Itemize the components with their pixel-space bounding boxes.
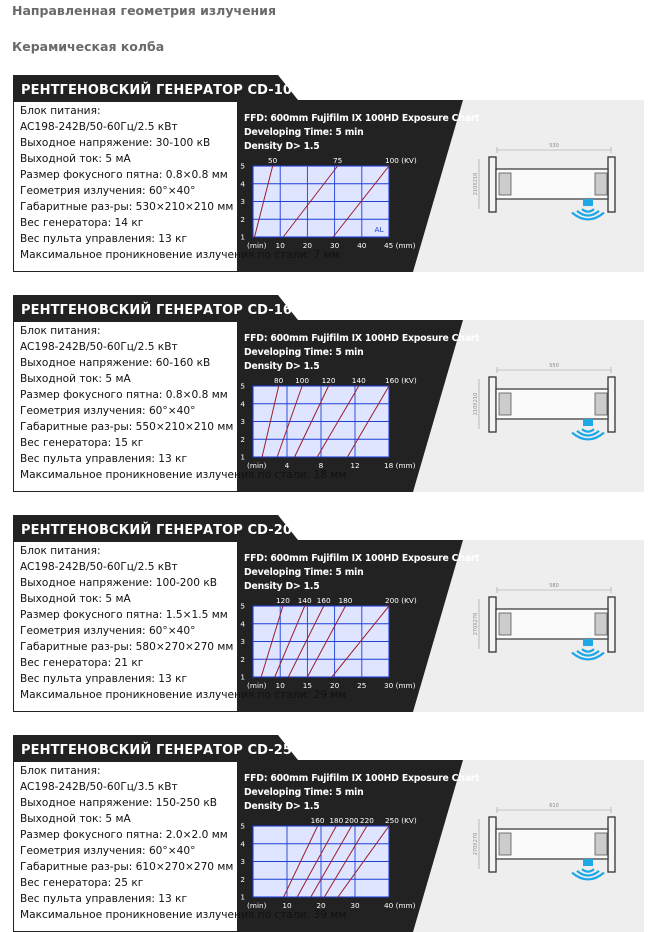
spec-line: Размер фокусного пятна: 0.8×0.8 мм xyxy=(20,169,228,181)
spec-line: Габаритные раз-ры: 610×270×270 мм xyxy=(20,861,234,873)
exposure-chart xyxy=(231,815,433,913)
spec-line: Размер фокусного пятна: 1.5×1.5 мм xyxy=(20,609,228,621)
diagram-width-label: 550 xyxy=(549,363,559,369)
chart-x-tick-label: (min) xyxy=(247,461,267,470)
spec-line: Габаритные раз-ры: 550×210×210 мм xyxy=(20,421,234,433)
card-title: РЕНТГЕНОВСКИЙ ГЕНЕРАТОР CD-250 xyxy=(21,743,302,758)
chart-y-tick-label: 2 xyxy=(240,214,245,224)
spec-line: Выходное напряжение: 100-200 кВ xyxy=(20,577,218,589)
generator-dimension-diagram xyxy=(469,797,629,897)
radiation-window xyxy=(583,639,593,646)
radiation-window xyxy=(583,859,593,866)
diagram-width-label: 580 xyxy=(549,583,559,589)
chart-x-tick-label: 10 xyxy=(282,901,292,910)
chart-x-tick-label: 30 (mm) xyxy=(384,681,416,690)
chart-x-tick-label: 20 xyxy=(316,901,326,910)
chart-x-tick-label: 25 xyxy=(357,681,367,690)
spec-line: Блок питания: xyxy=(20,325,101,337)
chart-header-line-3: Density D> 1.5 xyxy=(244,581,320,592)
chart-x-tick-label: 40 (mm) xyxy=(384,901,416,910)
chart-header-line-3: Density D> 1.5 xyxy=(244,801,320,812)
chart-kv-label: 80 xyxy=(274,376,284,385)
chart-x-tick-label: 40 xyxy=(357,241,367,250)
chart-y-tick-label: 2 xyxy=(240,874,245,884)
spec-line: Блок питания: xyxy=(20,765,101,777)
spec-line: Выходной ток: 5 мА xyxy=(20,153,131,165)
chart-y-tick-label: 4 xyxy=(240,839,245,849)
chart-kv-label: 200 (KV) xyxy=(385,596,417,605)
chart-y-tick-label: 3 xyxy=(240,857,245,866)
diagram-height-label: 210X210 xyxy=(473,172,479,196)
spec-line: Выходное напряжение: 30-100 кВ xyxy=(20,137,211,149)
generator-dimension-diagram xyxy=(469,357,629,457)
generator-body xyxy=(496,609,608,639)
chart-y-tick-label: 3 xyxy=(240,197,245,206)
card-title: РЕНТГЕНОВСКИЙ ГЕНЕРАТОР CD-200 xyxy=(21,523,302,538)
chart-kv-label: 180 xyxy=(329,816,344,825)
radiation-window xyxy=(583,419,593,426)
spec-line: Геометрия излучения: 60°×40° xyxy=(20,185,196,197)
spec-line: Габаритные раз-ры: 580×270×270 мм xyxy=(20,641,234,653)
chart-header-line-2: Developing Time: 5 min xyxy=(244,127,364,138)
chart-kv-label: 50 xyxy=(267,156,278,165)
generator-dimension-diagram xyxy=(469,577,629,677)
diagram-height-label: 210X210 xyxy=(473,392,479,416)
chart-y-tick-label: 3 xyxy=(240,637,245,646)
chart-y-tick-label: 5 xyxy=(240,161,245,171)
spec-line: Геометрия излучения: 60°×40° xyxy=(20,625,196,637)
chart-y-tick-label: 2 xyxy=(240,654,245,664)
chart-header-line-1: FFD: 600mm Fujifilm IX 100HD Exposure Chart xyxy=(244,773,480,784)
spec-line: Вес генератора: 25 кг xyxy=(20,877,144,889)
chart-x-tick-label: 20 xyxy=(329,681,340,690)
chart-y-tick-label: 1 xyxy=(240,452,245,462)
chart-x-tick-label: 30 xyxy=(329,241,340,250)
chart-kv-label: 250 (KV) xyxy=(385,816,417,825)
chart-kv-label: 140 xyxy=(351,376,366,385)
spec-line: Максимальное проникновение излучения по стали: 39 мм xyxy=(20,909,347,921)
chart-header-line-2: Developing Time: 5 min xyxy=(244,787,364,798)
chart-y-tick-label: 1 xyxy=(240,892,245,902)
chart-x-tick-label: 15 xyxy=(302,681,313,690)
chart-y-tick-label: 5 xyxy=(240,601,245,611)
generator-body xyxy=(496,829,608,859)
spec-line: Выходное напряжение: 60-160 кВ xyxy=(20,357,211,369)
chart-y-tick-label: 3 xyxy=(240,417,245,426)
generator-card-2 xyxy=(13,295,644,492)
chart-y-tick-label: 2 xyxy=(240,434,245,444)
chart-material-label: AL xyxy=(374,225,384,234)
chart-header-line-2: Developing Time: 5 min xyxy=(244,347,364,358)
chart-kv-label: 140 xyxy=(297,596,312,605)
radiation-wave-icon xyxy=(582,429,594,432)
chart-x-tick-label: (min) xyxy=(247,681,267,690)
spec-line: Максимальное проникновение излучения по стали: 7 мм xyxy=(20,249,340,261)
chart-y-tick-label: 4 xyxy=(240,399,245,409)
chart-y-tick-label: 4 xyxy=(240,179,245,189)
spec-line: Вес генератора: 14 кг xyxy=(20,217,144,229)
chart-kv-label: 160 (KV) xyxy=(385,376,417,385)
chart-kv-label: 160 xyxy=(316,596,331,605)
spec-line: AC198-242В/50-60Гц/2.5 кВт xyxy=(20,341,178,353)
chart-kv-label: 220 xyxy=(359,816,374,825)
radiation-wave-icon xyxy=(582,209,594,212)
spec-line: Вес пульта управления: 13 кг xyxy=(20,893,188,905)
chart-header-line-1: FFD: 600mm Fujifilm IX 100HD Exposure Chart xyxy=(244,553,480,564)
chart-x-tick-label: 12 xyxy=(350,461,360,470)
exposure-chart xyxy=(231,595,433,693)
chart-y-tick-label: 1 xyxy=(240,232,245,242)
spec-line: Максимальное проникновение излучения по стали: 29 мм xyxy=(20,689,347,701)
diagram-width-label: 530 xyxy=(549,143,559,149)
spec-line: Вес пульта управления: 13 кг xyxy=(20,673,188,685)
section-heading-radiation-geometry: Направленная геометрия излучения xyxy=(12,3,276,18)
spec-line: Габаритные раз-ры: 530×210×210 мм xyxy=(20,201,234,213)
chart-kv-label: 200 xyxy=(344,816,359,825)
chart-kv-label: 120 xyxy=(275,596,290,605)
spec-line: AC198-242В/50-60Гц/2.5 кВт xyxy=(20,121,178,133)
chart-y-tick-label: 5 xyxy=(240,821,245,831)
generator-body xyxy=(496,169,608,199)
spec-line: AC198-242В/50-60Гц/2.5 кВт xyxy=(20,561,178,573)
diagram-height-label: 270X270 xyxy=(473,832,479,856)
chart-x-tick-label: 8 xyxy=(318,461,324,470)
chart-kv-label: 160 xyxy=(310,816,325,825)
generator-card-3 xyxy=(13,515,644,712)
chart-kv-label: 180 xyxy=(338,596,353,605)
spec-line: Выходной ток: 5 мА xyxy=(20,813,131,825)
chart-x-tick-label: (min) xyxy=(247,241,267,250)
chart-y-tick-label: 4 xyxy=(240,619,245,629)
spec-line: Размер фокусного пятна: 0.8×0.8 мм xyxy=(20,389,228,401)
spec-line: Блок питания: xyxy=(20,545,101,557)
spec-line: Блок питания: xyxy=(20,105,101,117)
chart-y-tick-label: 1 xyxy=(240,672,245,682)
chart-header-line-1: FFD: 600mm Fujifilm IX 100HD Exposure Chart xyxy=(244,333,480,344)
spec-line: Выходной ток: 5 мА xyxy=(20,593,131,605)
spec-line: Выходное напряжение: 150-250 кВ xyxy=(20,797,218,809)
chart-kv-label: 100 (KV) xyxy=(385,156,417,165)
spec-line: Размер фокусного пятна: 2.0×2.0 мм xyxy=(20,829,228,841)
radiation-wave-icon xyxy=(582,869,594,872)
spec-line: Вес пульта управления: 13 кг xyxy=(20,233,188,245)
spec-line: Максимальное проникновение излучения по стали: 18 мм xyxy=(20,469,347,481)
exposure-chart xyxy=(231,155,433,253)
section-heading-ceramic-tube: Керамическая колба xyxy=(12,39,165,54)
chart-x-tick-label: 10 xyxy=(275,241,285,250)
generator-card-1 xyxy=(13,75,644,272)
spec-line: AC198-242В/50-60Гц/3.5 кВт xyxy=(20,781,178,793)
chart-kv-label: 75 xyxy=(332,156,343,165)
spec-line: Выходной ток: 5 мА xyxy=(20,373,131,385)
chart-y-tick-label: 5 xyxy=(240,381,245,391)
card-title: РЕНТГЕНОВСКИЙ ГЕНЕРАТОР CD-160 xyxy=(21,303,302,318)
generator-body xyxy=(496,389,608,419)
chart-x-tick-label: 18 (mm) xyxy=(384,461,416,470)
diagram-width-label: 610 xyxy=(549,803,559,809)
spec-line: Вес генератора: 21 кг xyxy=(20,657,144,669)
card-title: РЕНТГЕНОВСКИЙ ГЕНЕРАТОР CD-100 xyxy=(21,83,302,98)
chart-x-tick-label: (min) xyxy=(247,901,267,910)
spec-line: Геометрия излучения: 60°×40° xyxy=(20,845,196,857)
chart-kv-label: 120 xyxy=(321,376,336,385)
chart-x-tick-label: 4 xyxy=(284,461,290,470)
chart-kv-label: 100 xyxy=(295,376,310,385)
chart-header-line-2: Developing Time: 5 min xyxy=(244,567,364,578)
radiation-wave-icon xyxy=(582,649,594,652)
spec-line: Вес пульта управления: 13 кг xyxy=(20,453,188,465)
generator-card-4 xyxy=(13,735,644,932)
exposure-chart xyxy=(231,375,433,473)
chart-x-tick-label: 30 xyxy=(350,901,360,910)
chart-header-line-3: Density D> 1.5 xyxy=(244,141,320,152)
chart-header-line-3: Density D> 1.5 xyxy=(244,361,320,372)
chart-header-line-1: FFD: 600mm Fujifilm IX 100HD Exposure Chart xyxy=(244,113,480,124)
diagram-height-label: 270X270 xyxy=(473,612,479,636)
chart-x-tick-label: 10 xyxy=(275,681,285,690)
generator-dimension-diagram xyxy=(469,137,629,237)
spec-line: Вес генератора: 15 кг xyxy=(20,437,144,449)
spec-line: Геометрия излучения: 60°×40° xyxy=(20,405,196,417)
chart-x-tick-label: 45 (mm) xyxy=(384,241,416,250)
chart-x-tick-label: 20 xyxy=(302,241,313,250)
radiation-window xyxy=(583,199,593,206)
